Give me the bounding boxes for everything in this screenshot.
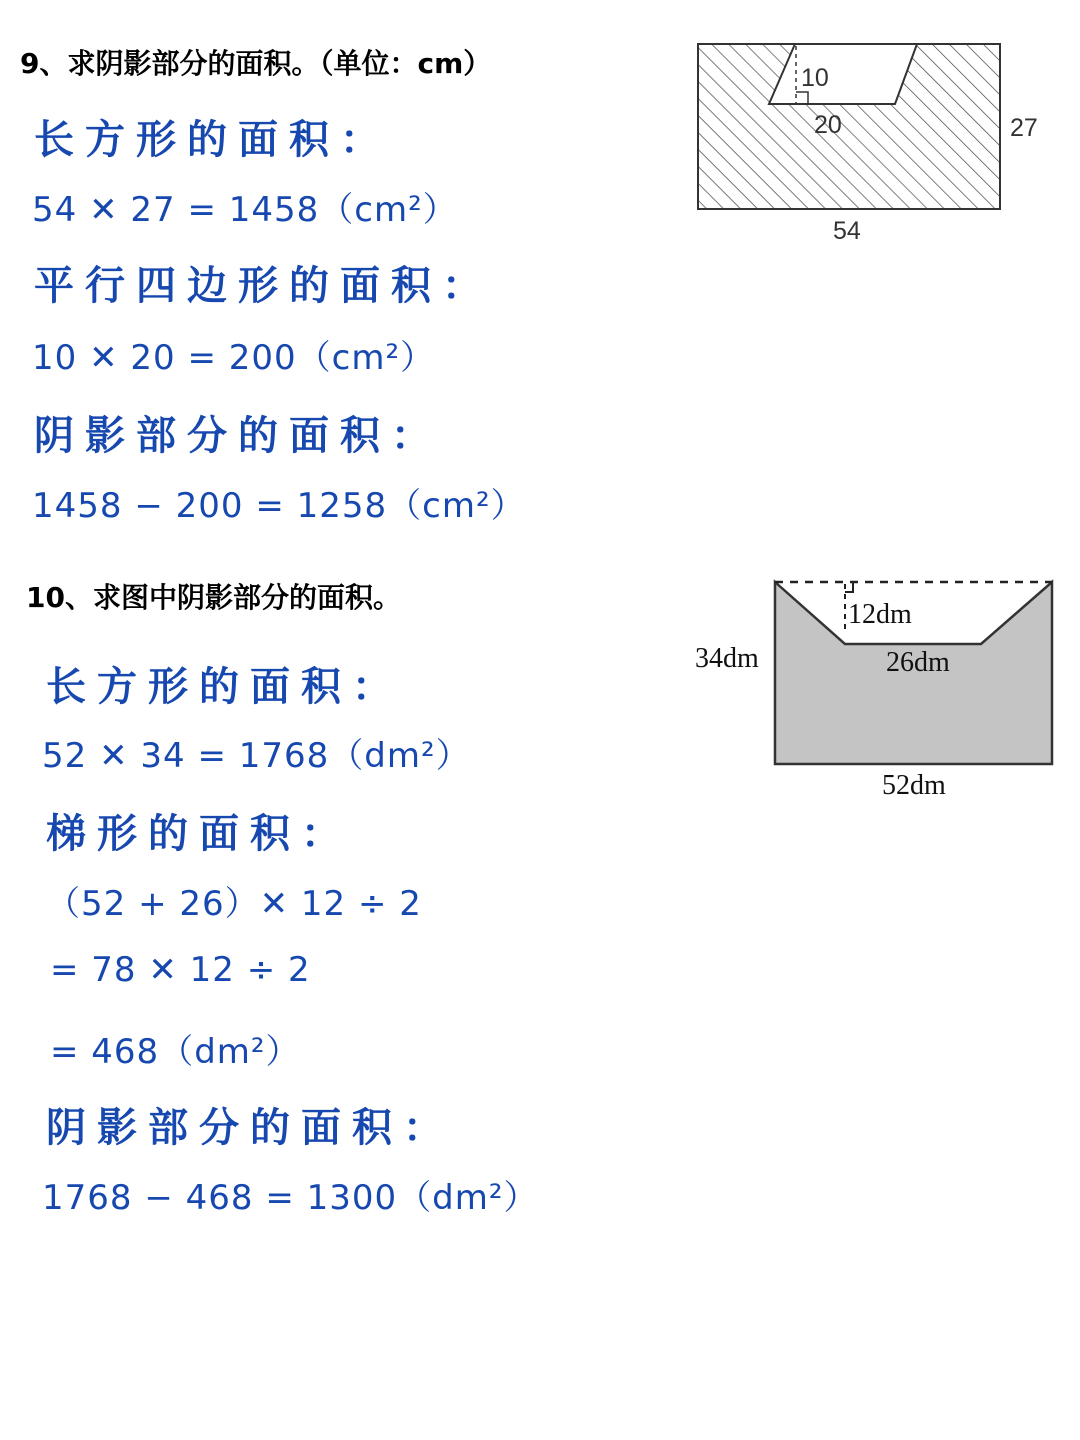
p9-rect-area-equation: 54 ✕ 27 = 1458（cm²）	[32, 190, 458, 230]
p9-figure	[680, 30, 1060, 260]
p9-shaded-area-heading: 阴影部分的面积：	[34, 412, 442, 459]
p9-label-base: 20	[814, 111, 842, 139]
p10-trapezoid-result: = 468（dm²）	[50, 1032, 301, 1072]
p9-shaded-area-equation: 1458 − 200 = 1258（cm²）	[32, 486, 526, 526]
p10-trapezoid-formula: （52 + 26）✕ 12 ÷ 2	[46, 884, 422, 924]
p9-rect-area-heading: 长方形的面积：	[34, 116, 391, 163]
p10-label-left: 34dm	[695, 643, 759, 674]
p9-parallelogram-heading: 平行四边形的面积：	[34, 262, 493, 309]
p10-figure	[690, 570, 1070, 810]
p10-rect-area-heading: 长方形的面积：	[46, 663, 403, 710]
p9-parallelogram-equation: 10 ✕ 20 = 200（cm²）	[32, 338, 436, 378]
p10-shaded-area-equation: 1768 − 468 = 1300（dm²）	[42, 1178, 539, 1218]
problem-10-title: 10、求图中阴影部分的面积。	[26, 581, 401, 614]
problem-9-title: 9、求阴影部分的面积。（单位：cm）	[20, 47, 492, 80]
p10-label-bottom: 52dm	[882, 770, 946, 801]
p9-label-height: 10	[801, 64, 829, 92]
p10-rect-area-equation: 52 ✕ 34 = 1768（dm²）	[42, 736, 471, 776]
p10-label-inner-base: 26dm	[886, 647, 950, 678]
p10-trapezoid-heading: 梯形的面积：	[46, 810, 352, 857]
p10-shaded-area-heading: 阴影部分的面积：	[46, 1104, 454, 1151]
p10-trapezoid-step: = 78 ✕ 12 ÷ 2	[50, 950, 311, 990]
p9-label-bottom: 54	[833, 217, 861, 245]
p9-label-side: 27	[1010, 114, 1038, 142]
p10-label-height: 12dm	[848, 599, 912, 630]
p10-right-angle-mark	[845, 582, 853, 592]
